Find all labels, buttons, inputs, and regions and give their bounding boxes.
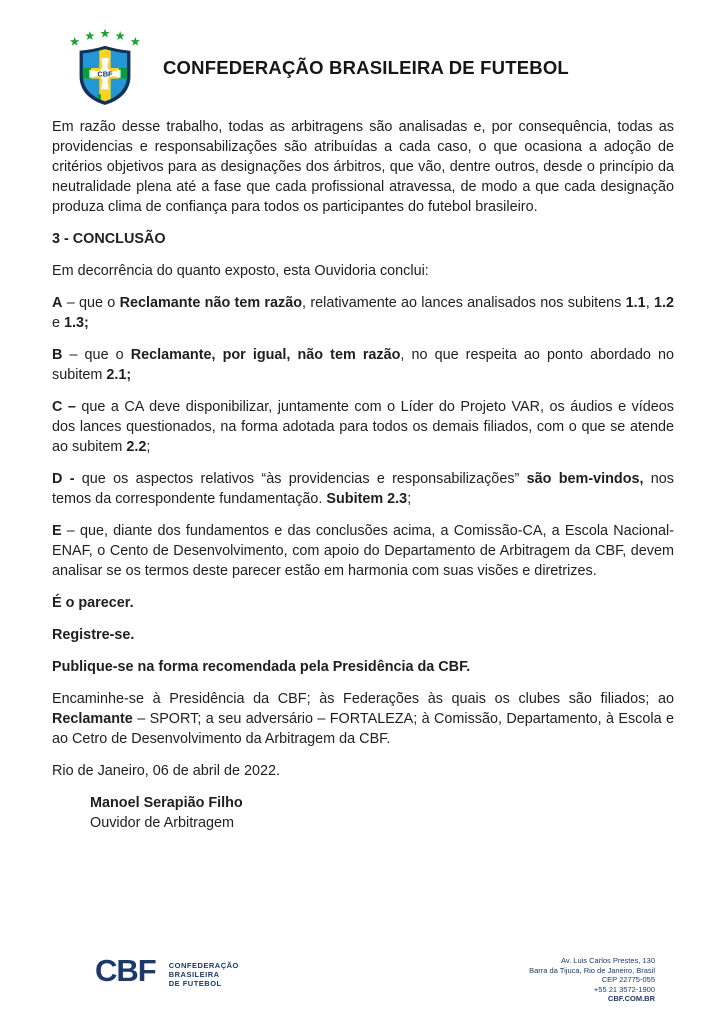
footer-address-line: +55 21 3572-1900	[593, 984, 655, 994]
conclusion-item-c: C – que a CA deve disponibilizar, juntamente com o Líder do Projeto VAR, os áudios e vídeos dos lances questionados, na forma adotada para todos os demais filiados, com o que se atende ao subitem 2.2;	[52, 399, 674, 455]
footer-website: CBF.COM.BR	[607, 994, 655, 1003]
signature-name: Manoel Serapião Filho	[90, 795, 243, 811]
footer-brand	[95, 953, 239, 988]
conclusion-item-e: E – que, diante dos fundamentos e das conclusões acima, a Comissão-CA, a Escola Nacional-ENAF, o Cento de Desenvolvimento, com apoio do Departamento de Arbitragem da CBF, devem analisar se os termos deste parecer estão em harmonia com suas visões e diretrizes.	[52, 523, 674, 579]
footer-org-line: CONFEDERAÇÃO	[168, 961, 239, 970]
cbf-crest-icon	[64, 28, 146, 108]
parecer-line: É o parecer.	[52, 595, 134, 611]
footer-address-line: Barra da Tijuca, Rio de Janeiro, Brasil	[529, 965, 655, 975]
crest-text: CBF	[97, 69, 113, 79]
letterhead	[64, 28, 672, 108]
cbf-wordmark: CBF	[95, 953, 156, 988]
document-body	[52, 117, 674, 833]
encaminhe-paragraph: Encaminhe-se à Presidência da CBF; às Federações às quais os clubes são filiados; ao Reclamante – SPORT; a seu adversário – FORTALEZA; à Comissão, Departamento, à Escola e ao Cetro de Desenvolvimento da Arbitragem da CBF.	[52, 691, 674, 747]
conclusion-item-a: A – que o Reclamante não tem razão, relativamente ao lances analisados nos subitens 1.1, 1.2 e 1.3;	[52, 295, 674, 331]
footer-address-line: CEP 22775-055	[601, 975, 655, 984]
footer-org-line: BRASILEIRA	[168, 970, 220, 979]
page-footer	[95, 953, 655, 1004]
page-title: CONFEDERAÇÃO BRASILEIRA DE FUTEBOL	[163, 57, 569, 78]
footer-address	[529, 956, 655, 1004]
conclusion-heading: 3 - CONCLUSÃO	[52, 231, 166, 247]
conclusion-intro: Em decorrência do quanto exposto, esta Ouvidoria conclui:	[52, 263, 429, 279]
signature-role: Ouvidor de Arbitragem	[90, 815, 234, 831]
conclusion-item-d: D - que os aspectos relativos “às providencias e responsabilizações” são bem-vindos, nos temos da correspondente fundamentação. Subitem 2.3;	[52, 471, 674, 507]
footer-org-line: DE FUTEBOL	[168, 979, 222, 988]
conclusion-item-b: B – que o Reclamante, por igual, não tem razão, no que respeita ao ponto abordado no subitem 2.1;	[52, 347, 674, 383]
footer-address-line: Av. Luis Carlos Prestes, 130	[561, 956, 655, 965]
publique-line: Publique-se na forma recomendada pela Presidência da CBF.	[52, 659, 471, 675]
date-line: Rio de Janeiro, 06 de abril de 2022.	[52, 763, 281, 779]
registre-line: Registre-se.	[52, 627, 135, 643]
footer-org-name	[169, 961, 239, 988]
intro-paragraph: Em razão desse trabalho, todas as arbitragens são analisadas e, por consequência, todas as providencias e responsabilizações são atribuídas a cada caso, o que ocasiona a adoção de critérios objetivos para as designações dos árbitros, que vão, dentre outros, desde o princípio da neutralidade plena até a fase que cada profissional atravessa, de modo a que cada designação produza clima de confiança para todos os participantes do futebol brasileiro.	[52, 119, 674, 215]
